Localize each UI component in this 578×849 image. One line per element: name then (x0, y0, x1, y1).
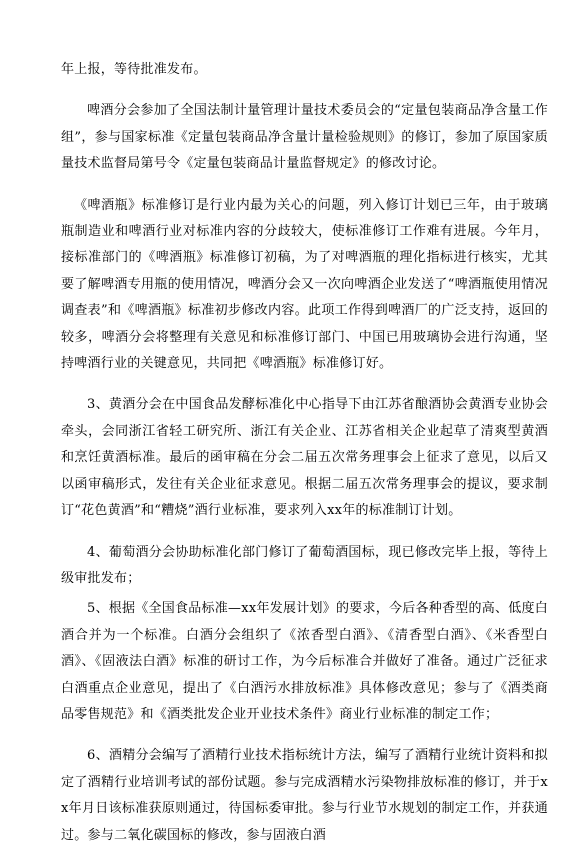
paragraph-3: 《啤酒瓶》标准修订是行业内最为关心的问题，列入修订计划已三年，由于玻璃瓶制造业和啤酒行业对标准内容的分歧较大，使标准修订工作难有进展。今年月，接标准部门的《啤酒瓶》标准修订初稿，为了对啤酒瓶的理化指标进行核实，尤其要了解啤酒专用瓶的使用情况，啤酒分会又一次向啤酒企业发送了“啤酒瓶使用情况调查表”和《啤酒瓶》标准初步修改内容。此项工作得到啤酒厂的广泛支持，返回的较多，啤酒分会将整理有关意见和标准修订部门、中国已用玻璃协会进行沟通，坚持啤酒行业的关键意见，共同把《啤酒瓶》标准修订好。 (61, 197, 548, 372)
document-body (61, 57, 548, 849)
paragraph-2: 啤酒分会参加了全国法制计量管理计量技术委员会的“定量包装商品净含量工作组”，参与国家标准《定量包装商品净含量计量检验规则》的修订，参加了原国家质量技术监督局第号令《定量包装商品计量监督规定》的修改讨论。 (61, 103, 548, 172)
paragraph-6: 5、根据《全国食品标准—xx年发展计划》的要求，今后各种香型的高、低度白酒合并为一个标准。白酒分会组织了《浓香型白酒》、《清香型白酒》、《米香型白酒》、《固液法白酒》标准的研讨工作，为今后标准合并做好了准备。通过广泛征求白酒重点企业意见，提出了《白酒污水排放标准》具体修改意见；参与了《酒类商品零售规范》和《酒类批发企业开业技术条件》商业行业标准的制定工作； (61, 601, 548, 722)
paragraph-1: 年上报，等待批准发布。 (61, 62, 207, 77)
paragraph-4: 3、黄酒分会在中国食品发酵标准化中心指导下由江苏省酿酒协会黄酒专业协会牵头，会同浙江省轻工研究所、浙江有关企业、江苏省相关企业起草了清爽型黄酒和烹饪黄酒标准。最后的函审稿在分会二届五次常务理事会上征求了意见，以后又以函审稿形式，发往有关企业征求意见。根据二届五次常务理事会的提议，要求制订“花色黄酒”和“糟烧”酒行业标准，要求列入xx年的标准制订计划。 (61, 397, 548, 519)
paragraph-5: 4、葡萄酒分会协助标准化部门修订了葡萄酒国标，现已修改完毕上报，等待上级审批发布； (61, 544, 548, 586)
paragraph-7: 6、酒精分会编写了酒精行业技术指标统计方法，编写了酒精行业统计资料和拟定了酒精行业培训考试的部份试题。参与完成酒精水污染物排放标准的修订，并于xx年月日该标准获原则通过，待国标委审批。参与行业节水规划的制定工作，并获通过。参与二氧化碳国标的修改，参与固液白酒 (61, 748, 548, 843)
